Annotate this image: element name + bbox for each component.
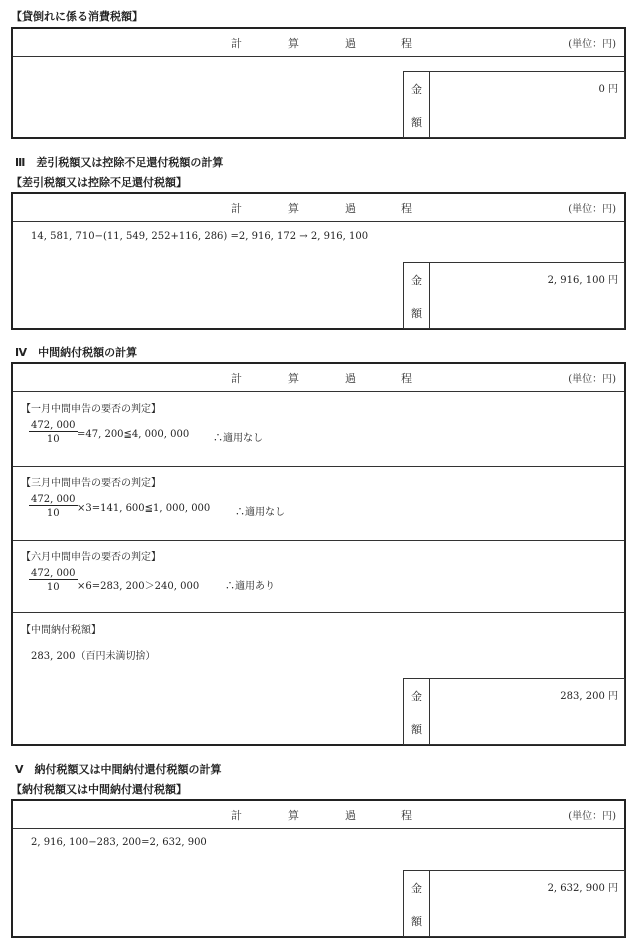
sub-title: 【一月中間申告の要否の判定】 xyxy=(21,404,161,415)
table-header xyxy=(13,801,624,829)
bad-debt-table xyxy=(11,27,626,139)
table-header xyxy=(13,29,624,57)
amount-box xyxy=(403,870,625,937)
sub-result: ∴適用なし xyxy=(213,433,263,444)
sub-result: ∴適用なし xyxy=(235,507,285,518)
sub-expr: ×6=283, 200＞240, 000 xyxy=(77,581,200,592)
sub-title: 【六月中間申告の要否の判定】 xyxy=(21,552,161,563)
table-header xyxy=(13,194,624,222)
header-col-2: 算 xyxy=(288,372,299,385)
amount-label: 金 額 xyxy=(404,72,430,137)
header-col-2: 算 xyxy=(288,809,299,822)
section4-table xyxy=(11,362,626,746)
sub-section-one-month xyxy=(13,392,624,467)
bad-debt-title: 【貸倒れに係る消費税額】 xyxy=(11,10,143,23)
amount-label: 金 額 xyxy=(404,679,430,744)
unit-label: (単位：円) xyxy=(568,39,616,50)
section5-table xyxy=(11,799,626,938)
sub-calc: 283, 200（百円未満切捨） xyxy=(31,651,156,662)
section5-title: 【納付税額又は中間納付還付税額】 xyxy=(11,783,187,796)
header-col-1: 計 xyxy=(231,37,242,50)
unit-label: (単位：円) xyxy=(568,374,616,385)
table-header xyxy=(13,364,624,392)
header-col-2: 算 xyxy=(288,37,299,50)
amount-box xyxy=(403,678,625,745)
section3-calc: 14, 581, 710−(11, 549, 252+116, 286) =2, 916, 172 → 2, 916, 100 xyxy=(31,231,369,242)
sub-title: 【三月中間申告の要否の判定】 xyxy=(21,478,161,489)
section5-calc: 2, 916, 100−283, 200=2, 632, 900 xyxy=(31,837,207,848)
amount-value: 2, 916, 100 円 xyxy=(547,275,618,286)
section5-heading: Ⅴ 納付税額又は中間納付還付税額の計算 xyxy=(15,763,222,776)
amount-value: 283, 200 円 xyxy=(560,691,618,702)
header-col-4: 程 xyxy=(401,372,412,385)
sub-expr: =47, 200≦4, 000, 000 xyxy=(77,429,190,440)
header-col-1: 計 xyxy=(231,202,242,215)
section3-title: 【差引税額又は控除不足還付税額】 xyxy=(11,176,187,189)
fraction: $\frac{472, 000}{10}$ xyxy=(31,494,76,519)
sub-title: 【中間納付税額】 xyxy=(21,625,101,636)
unit-label: (単位：円) xyxy=(568,811,616,822)
amount-label: 金 額 xyxy=(404,871,430,936)
header-col-2: 算 xyxy=(288,202,299,215)
unit-label: (単位：円) xyxy=(568,204,616,215)
section3-heading: Ⅲ 差引税額又は控除不足還付税額の計算 xyxy=(15,156,224,169)
header-col-3: 過 xyxy=(345,372,356,385)
amount-box xyxy=(403,71,625,138)
sub-result: ∴適用あり xyxy=(225,581,275,592)
section4-heading: Ⅳ 中間納付税額の計算 xyxy=(15,346,138,359)
amount-value: 2, 632, 900 円 xyxy=(547,883,618,894)
header-col-4: 程 xyxy=(401,37,412,50)
amount-label: 金 額 xyxy=(404,263,430,328)
sub-section-six-month xyxy=(13,540,624,613)
header-col-1: 計 xyxy=(231,372,242,385)
header-col-3: 過 xyxy=(345,202,356,215)
header-col-3: 過 xyxy=(345,37,356,50)
header-col-1: 計 xyxy=(231,809,242,822)
fraction: $\frac{472, 000}{10}$ xyxy=(31,568,76,593)
header-col-3: 過 xyxy=(345,809,356,822)
sub-section-three-month xyxy=(13,466,624,541)
header-col-4: 程 xyxy=(401,202,412,215)
amount-box xyxy=(403,262,625,329)
amount-value: 0 円 xyxy=(598,84,618,95)
header-col-4: 程 xyxy=(401,809,412,822)
section3-table xyxy=(11,192,626,330)
sub-expr: ×3=141, 600≦1, 000, 000 xyxy=(77,503,211,514)
fraction: $\frac{472, 000}{10}$ xyxy=(31,420,76,445)
